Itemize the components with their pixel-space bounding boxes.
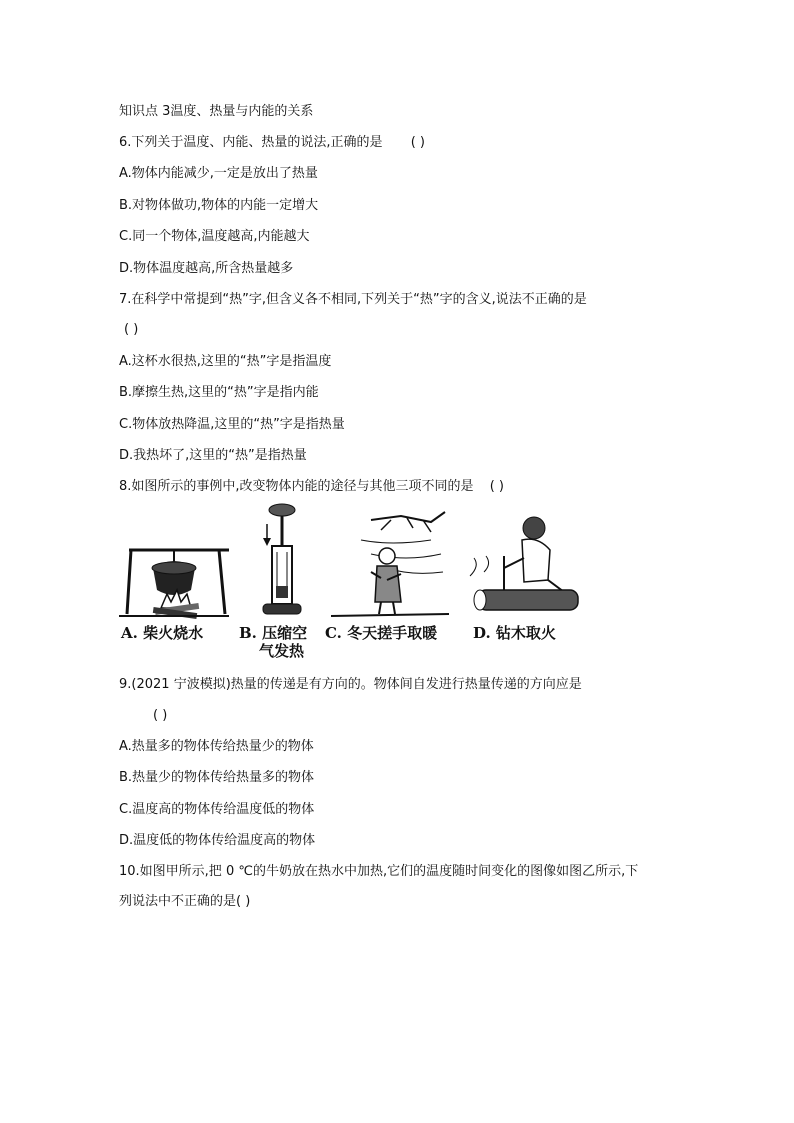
option-b: B.热量少的物体传给热量多的物体 [119,770,315,785]
option-b: B.对物体做功,物体的内能一定增大 [119,198,319,213]
option-c: C.同一个物体,温度越高,内能越大 [119,229,310,244]
option-b: B.摩擦生热,这里的“热”字是指内能 [119,385,319,400]
campfire-pot-illustration [119,510,229,620]
caption-b: B. 压缩空 [239,624,308,642]
question-8-stem [119,479,504,495]
question-8-figure [119,510,589,660]
option-d: D.物体温度越高,所含热量越多 [119,261,294,276]
question-8-text: 8.如图所示的事例中,改变物体内能的途径与其他三项不同的是 [119,479,474,494]
option-c: C.物体放热降温,这里的“热”字是指热量 [119,417,345,432]
option-a: A.这杯水很热,这里的“热”字是指温度 [119,354,332,369]
drilling-wood-illustration [464,506,586,618]
answer-blank[interactable]: ( ) [153,708,168,723]
question-6-text: 6.下列关于温度、内能、热量的说法,正确的是 [119,135,383,150]
question-6-stem [119,135,425,151]
question-10-stem: 10.如图甲所示,把 0 ℃的牛奶放在热水中加热,它们的温度随时间变化的图像如图乙所示,下 [119,864,639,879]
rubbing-hands-illustration [331,510,449,622]
option-a: A.物体内能减少,一定是放出了热量 [119,166,318,181]
caption-c: C. 冬天搓手取暖 [325,624,438,642]
caption-d: D. 钻木取火 [473,624,556,642]
caption-a: A. 柴火烧水 [121,624,204,642]
option-d: D.温度低的物体传给温度高的物体 [119,833,316,848]
air-compression-illustration [257,502,307,620]
option-d: D.我热坏了,这里的“热”是指热量 [119,448,307,463]
answer-blank[interactable]: ( ) [124,322,139,337]
option-a: A.热量多的物体传给热量少的物体 [119,739,314,754]
option-c: C.温度高的物体传给温度低的物体 [119,802,315,817]
section-title: 知识点 3温度、热量与内能的关系 [119,104,314,119]
question-9-stem: 9.(2021 宁波模拟)热量的传递是有方向的。物体间自发进行热量传递的方向应是 [119,677,582,692]
question-10-stem-line2: 列说法中不正确的是( ) [119,894,251,909]
answer-blank[interactable]: ( ) [489,479,504,494]
question-7-stem: 7.在科学中常提到“热”字,但含义各不相同,下列关于“热”字的含义,说法不正确的是 [119,292,587,307]
answer-blank[interactable]: ( ) [410,135,425,150]
caption-b-line2: 气发热 [259,642,305,660]
